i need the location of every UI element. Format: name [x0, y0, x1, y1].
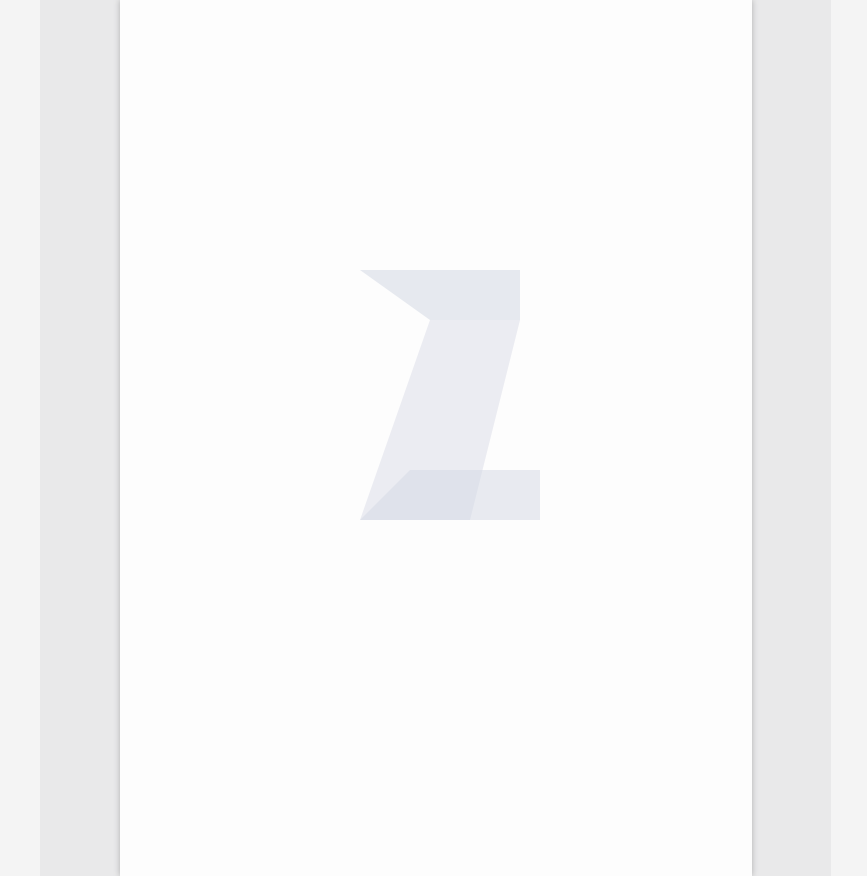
unit-cell-group2: [364, 718, 402, 738]
unit-cell-group1: [364, 413, 402, 433]
